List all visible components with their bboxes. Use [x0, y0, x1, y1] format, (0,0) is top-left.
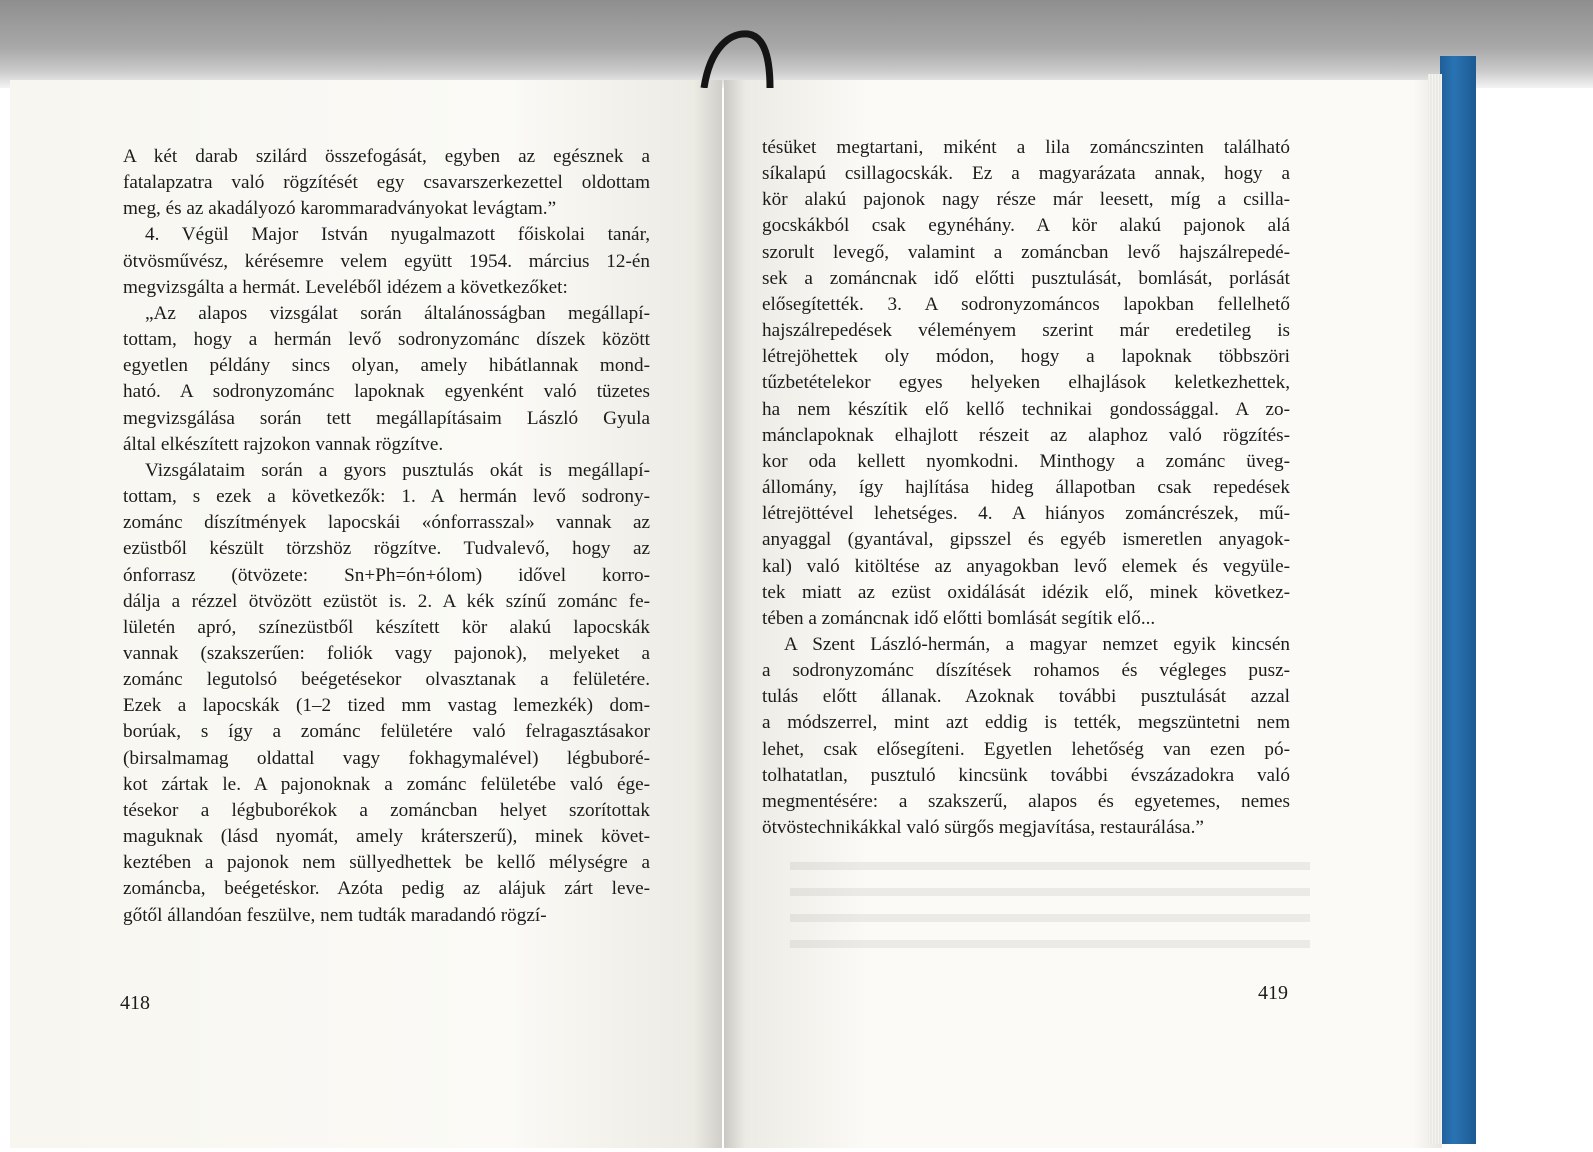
- text-line: a módszerrel, mint azt eddig is tették, megszüntetni nem: [762, 712, 1290, 734]
- text-line: ha nem készítik elő kellő technikai gondossággal. A zo-: [762, 398, 1290, 420]
- text-line: kot zártak le. A pajonoknak a zománc felületébe való ége-: [123, 773, 650, 795]
- text-line: A Szent László-hermán, a magyar nemzet egyik kincsén: [784, 633, 1290, 655]
- right-page-number: 419: [1258, 982, 1288, 1004]
- text-line: sek a zománcnak idő előtti pusztulását, bomlását, porlását: [762, 267, 1290, 289]
- text-line: zománc díszítmények lapocskái «ónforrasszal» vannak az: [123, 512, 650, 534]
- text-line: meg, és az akadályozó karommaradványokat levágtam.”: [123, 198, 557, 220]
- text-line: tűzbetételekor egyes helyeken elhajlások keletkezhettek,: [762, 372, 1290, 394]
- text-line: megvizsgálása során tett megállapításaim László Gyula: [123, 407, 650, 429]
- text-line: lehet, csak elősegíteni. Egyetlen lehetőség van ezen pó-: [762, 738, 1290, 760]
- text-line: vannak (szakszerűen: foliók vagy pajonok), melyeket a: [123, 642, 650, 664]
- text-line: ónforrasz (ötvözete: Sn+Ph=ón+ólom) idővel korro-: [123, 564, 650, 586]
- show-through-text: [790, 852, 1310, 952]
- text-line: tésüket megtartani, miként a lila zománcszinten található: [762, 137, 1290, 158]
- text-line: ható. A sodronyzománc lapoknak egyenként való tüzetes: [123, 381, 650, 403]
- text-line: maguknak (lásd nyomát, amely kráterszerű), minek követ-: [123, 826, 650, 848]
- text-line: tulás előtt állanak. Azoknak további pusztulását azzal: [762, 686, 1290, 708]
- text-line: a sodronyzománc díszítések rohamos és végleges pusz-: [762, 660, 1290, 682]
- page-edges: [1428, 74, 1442, 1144]
- text-line: zománc legutolsó beégetésekor olvasztanak a felületére.: [123, 669, 650, 691]
- text-line: tottam, hogy a hermán levő sodronyzománc díszek között: [123, 329, 650, 351]
- left-page-body-text: [123, 144, 650, 929]
- text-line: anyaggal (gyantával, gipsszel és egyéb ismeretlen anyagok-: [762, 529, 1290, 551]
- text-line: létrejöttével lehetséges. 4. A hiányos zománcrészek, mű-: [762, 503, 1290, 525]
- text-line: tolhatatlan, pusztuló kincsünk további évszázadokra való: [762, 764, 1290, 786]
- text-line: tek miatt az ezüst oxidálását idézik elő, minek következ-: [762, 581, 1290, 603]
- book-cover-edge: [1440, 56, 1476, 1144]
- text-line: zománcba, beégetéskor. Azóta pedig az alájuk zárt leve-: [123, 878, 650, 900]
- text-line: keztében a pajonok nem süllyedhettek be kellő mélységre a: [123, 852, 650, 874]
- right-page-body-text: [762, 135, 1290, 841]
- text-line: szorult levegő, valamint a zománcban levő hajszálrepedé-: [762, 241, 1290, 263]
- text-line: lületén apró, színezüstből készített kör alakú lapocskák: [123, 616, 650, 638]
- text-line: borúak, s így a zománc felületére való felragasztásakor: [123, 721, 650, 743]
- text-line: Vizsgálataim során a gyors pusztulás okát is megállapí-: [145, 459, 650, 481]
- text-line: síkalapú csillagocskák. Ez a magyarázata annak, hogy a: [762, 163, 1290, 185]
- text-line: létrejöhettek oly módon, hogy a lapoknak többszöri: [762, 346, 1290, 368]
- left-page-number: 418: [120, 992, 150, 1014]
- text-line: ötvösművész, kérésemre velem együtt 1954. március 12-én: [123, 250, 650, 272]
- text-line: megmentésére: a szakszerű, alapos és egyetemes, nemes: [762, 790, 1290, 812]
- text-line: ezüstből készült törzshöz rögzítve. Tudvalevő, hogy az: [123, 538, 650, 560]
- text-line: gőtől állandóan feszülve, nem tudták maradandó rögzí-: [123, 904, 547, 926]
- text-line: egyetlen példány sincs olyan, amely hibátlannak mond-: [123, 355, 650, 377]
- text-line: gocskákból csak egynéhány. A kör alakú pajonok alá: [762, 215, 1290, 237]
- text-line: állomány, így hajlítása hideg állapotban csak repedések: [762, 477, 1290, 499]
- text-line: tében a zománcnak idő előtti bomlását segítik elő...: [762, 607, 1156, 629]
- bookmark-ribbon-icon: [700, 28, 780, 88]
- text-line: A két darab szilárd összefogását, egyben az egésznek a: [123, 146, 650, 167]
- text-line: ötvöstechnikákkal való sürgős megjavítása, restaurálása.”: [762, 817, 1204, 839]
- text-line: kor oda kellett nyomkodni. Minthogy a zománc üveg-: [762, 450, 1290, 472]
- scanner-shadow: [0, 0, 1593, 88]
- text-line: megvizsgálta a hermát. Leveléből idézem a következőket:: [123, 276, 568, 298]
- text-line: dálja a rézzel ötvözött ezüstöt is. 2. A kék színű zománc fe-: [123, 590, 650, 612]
- text-line: tésekor a légbuborékok a zománcban helyet szorítottak: [123, 799, 650, 821]
- text-line: mánclapoknak elhajlott részeit az alaphoz való rögzítés-: [762, 424, 1290, 446]
- text-line: 4. Végül Major István nyugalmazott főiskolai tanár,: [145, 224, 650, 246]
- text-line: hajszálrepedések véleményem szerint már eredetileg is: [762, 320, 1290, 342]
- text-line: fatalapzatra való rögzítését egy csavarszerkezettel oldottam: [123, 172, 650, 194]
- text-line: Ezek a lapocskák (1–2 tized mm vastag lemezkék) dom-: [123, 695, 650, 717]
- text-line: tottam, s ezek a következők: 1. A hermán levő sodrony-: [123, 486, 650, 508]
- text-line: kal) való kitöltése az anyagokban levő elemek és vegyüle-: [762, 555, 1290, 577]
- text-line: által elkészített rajzokon vannak rögzítve.: [123, 433, 444, 455]
- text-line: elősegítették. 3. A sodronyzománcos lapokban fellelhető: [762, 293, 1290, 315]
- text-line: (birsalmamag oldattal vagy fokhagymalével) légbuboré-: [123, 747, 650, 769]
- text-line: kör alakú pajonok nagy része már leesett, míg a csilla-: [762, 189, 1290, 211]
- text-line: „Az alapos vizsgálat során általánosságban megállapí-: [145, 302, 650, 324]
